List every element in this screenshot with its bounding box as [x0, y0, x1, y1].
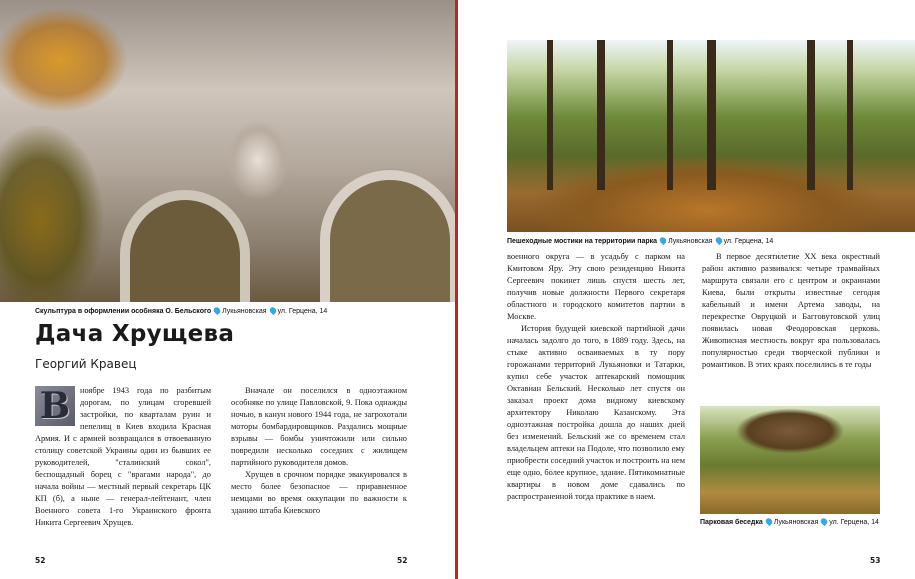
caption-title: Парковая беседка [700, 519, 763, 526]
location-pin-icon [268, 306, 277, 315]
text-column-4 [702, 251, 880, 371]
caption-metro: Лукьяновская [222, 308, 267, 315]
location-pin-icon [212, 306, 221, 315]
paragraph: Вначале он поселился в одноэтажном особняке по улице Павловской, 9. Пока однажды ночью, в канун нового 1944 года, не загрохотали моторы бомбардировщиков. Раздались мощные взрывы — бомбы уничтожили или сильно повредили несколько соседних с жилищем партийного руководителя домов. [231, 386, 407, 467]
photo-caption [35, 307, 327, 317]
paragraph: военного округа — в усадьбу с парком на Кмитовом Яру. Эту свою резиденцию Никита Сергеевич покинет лишь спустя шесть лет, получив новые должности Первого секретаря областного и городского комитетов партии в Москве. [507, 252, 685, 321]
left-page [0, 0, 455, 579]
caption-address: ул. Герцена, 14 [829, 519, 879, 526]
caption-address: ул. Герцена, 14 [723, 238, 774, 245]
article-author: Георгий Кравец [35, 357, 137, 371]
paragraph: ноябре 1943 года по разбитым дорогам, по улицам сгоревшей застройки, по кварталам руин и пепелищ в Киев входила Красная Армия. И с армией возвращался в отвоеванную столицу советской Украины один из бывших ее руководителей, "сталинский сокол", беспощадный борец с "врагами народа", до начала войны — местный первый секретарь ЦК КП (б), а ныне — генерал-лейтенант, член Военного совета 1-го Украинского фронта Никита Сергеевич Хрущев. [35, 386, 211, 527]
caption-title: Скульптура в оформлении особняка О. Бельского [35, 308, 212, 315]
page-number: 52 [397, 556, 408, 565]
article-title: Дача Хрущева [35, 321, 235, 347]
page-number: 53 [870, 556, 881, 565]
location-pin-icon [820, 517, 829, 526]
caption-metro: Лукьяновская [668, 238, 713, 245]
text-column-1 [35, 385, 211, 529]
park-gazebo-photo [700, 406, 880, 514]
photo-caption [700, 518, 880, 528]
caption-metro: Лукьяновская [773, 519, 819, 526]
text-column-2 [231, 385, 407, 517]
text-column-3 [507, 251, 685, 503]
drop-cap: В [35, 386, 75, 426]
location-pin-icon [658, 236, 667, 245]
photo-caption [507, 237, 773, 247]
location-pin-icon [764, 517, 773, 526]
mansion-sculpture-photo [0, 0, 455, 302]
page-number: 52 [35, 556, 46, 565]
pedestrian-bridges-photo [507, 40, 915, 232]
location-pin-icon [714, 236, 723, 245]
paragraph: История будущей киевской партийной дачи началась задолго до того, в 1889 году. Здесь, на стыке активно осваиваемых в ту пору горожанами территорий Лукьяновки и Татарки, купил себе участок аптекарский помощник Октавиан Бельский. Несколько лет спустя он заказал проект дома видному киевскому архитектору Николаю Казанскому. Эта одноэтажная постройка дошла до наших дней без изменений. Бельский же со временем стал владельцем аптеки на Подоле, что позволило ему приобрести соседний участок и построить на нем еще одно, более крупное, здание. Пятикомнатные квартиры в новом доме сдавались по распространенной тогда практике в наем. [507, 324, 685, 501]
caption-title: Пешеходные мостики на территории парка [507, 238, 658, 245]
caption-address: ул. Герцена, 14 [277, 308, 328, 315]
paragraph: В первое десятилетие XX века окрестный район активно развивался: четыре трамвайных маршрута связали его с центром и окраинами Киева, были открыты известные сегодня кабельный и имени Артема заводы, на перекрестке Овруцкой и Багговутовской улиц появилась новая Феодоровская церковь. Живописная местность вокруг яра пользовалась популярностью среди творческой публики и романтиков. В этих краях поселились в те годы [702, 252, 880, 369]
paragraph: Хрущев в срочном порядке эвакуировался в место более безопасное — приравненное немцами во время оккупации по важности к зданию штаба Киевского [231, 470, 407, 515]
